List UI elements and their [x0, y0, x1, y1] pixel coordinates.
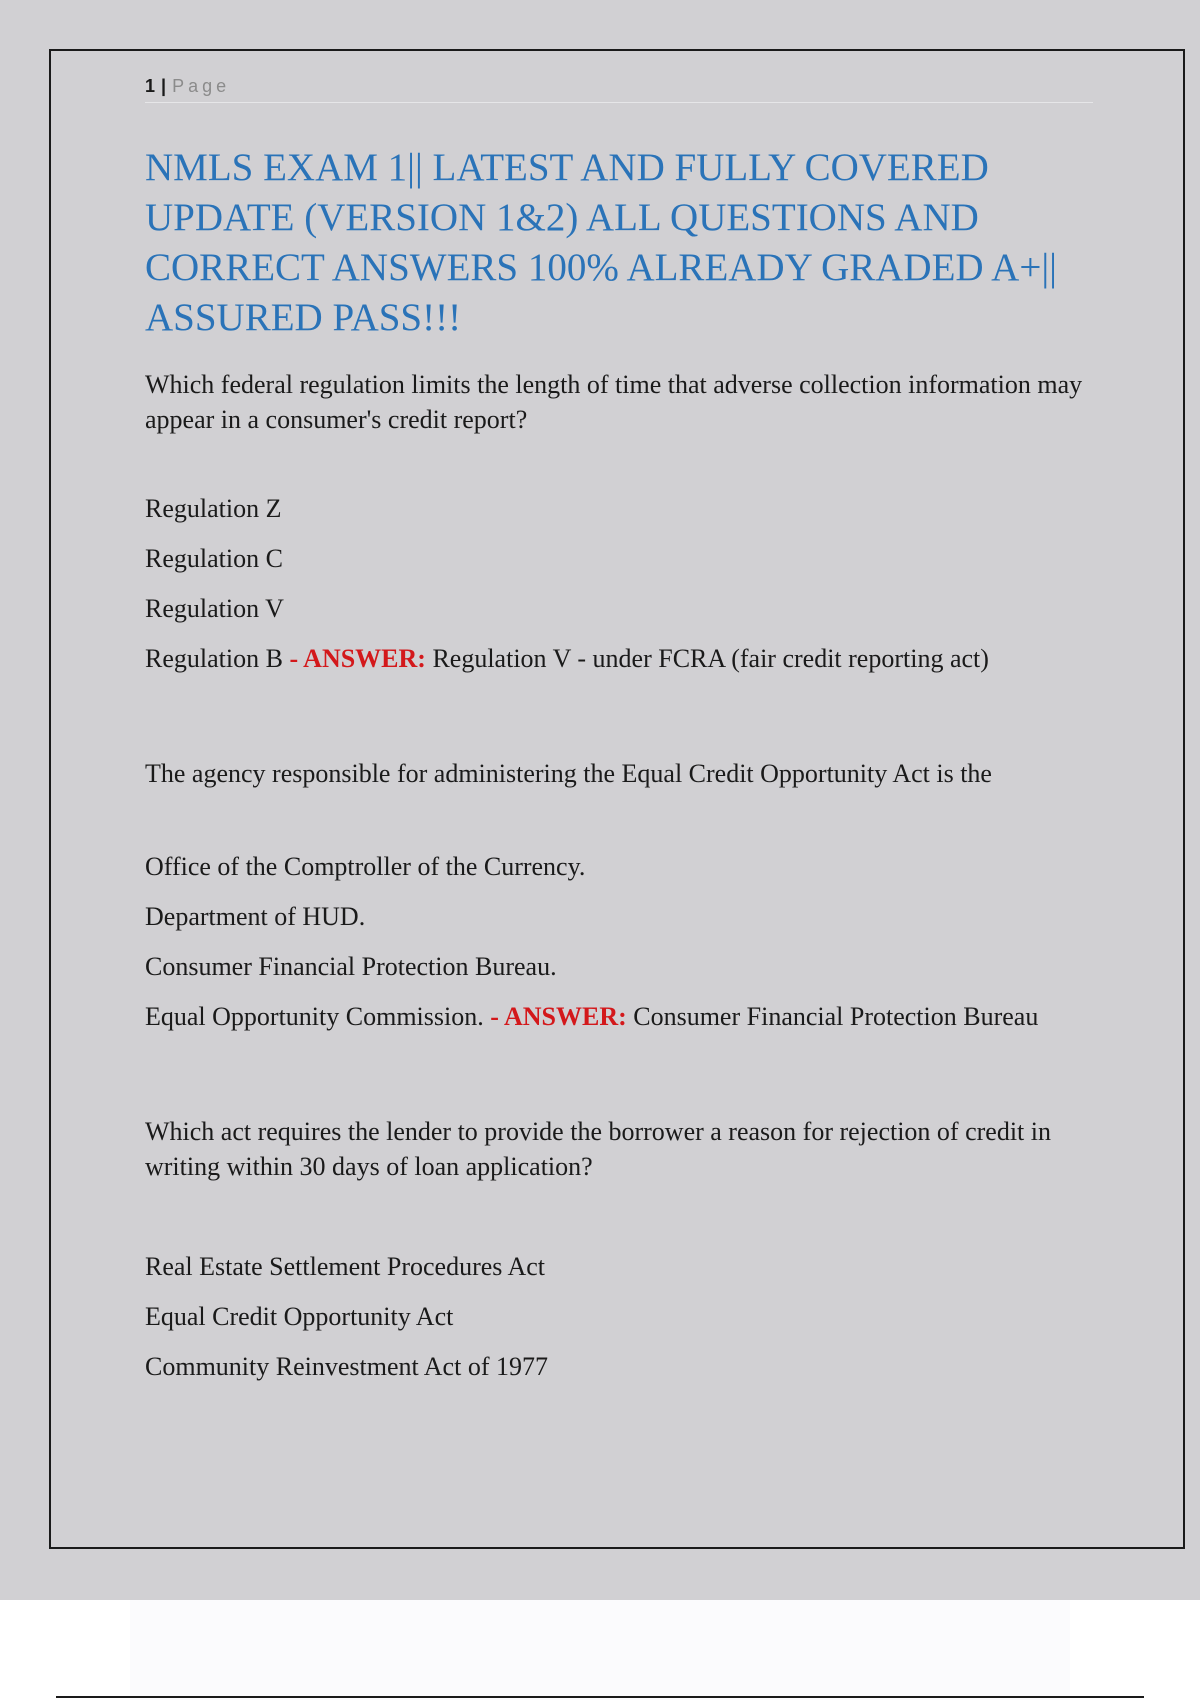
next-page-band [130, 1600, 1070, 1700]
page-number: 1 [145, 76, 156, 96]
document-title: NMLS EXAM 1|| LATEST AND FULLY COVERED UPDATE (VERSION 1&2) ALL QUESTIONS AND CORRECT ANSWERS 100% ALREADY GRADED A+|| ASSURED PASS!!! [145, 146, 1057, 339]
question-2-option-4: Equal Opportunity Commission. [145, 1002, 484, 1031]
page-separator: | [161, 76, 167, 96]
question-1-answer: Regulation V - under FCRA (fair credit reporting act) [425, 644, 989, 673]
question-2-option-4-with-answer [145, 999, 1095, 1034]
document-body [145, 143, 1095, 1399]
question-2-option-1: Office of the Comptroller of the Currency. [145, 852, 586, 881]
question-2-option-2: Department of HUD. [145, 902, 366, 931]
question-1-option-1: Regulation Z [145, 494, 282, 523]
question-2-option-3: Consumer Financial Protection Bureau. [145, 952, 557, 981]
next-page-border [56, 1696, 1144, 1698]
question-1: Which federal regulation limits the length of time that adverse collection information may appear in a consumer's credit report? [145, 370, 1083, 434]
question-1-option-4-with-answer [145, 641, 1095, 676]
question-1-option-3: Regulation V [145, 594, 284, 623]
question-1-option-4: Regulation B [145, 644, 283, 673]
question-3: Which act requires the lender to provide the borrower a reason for rejection of credit in writing within 30 days of loan application? [145, 1117, 1052, 1181]
answer-label: - ANSWER: [282, 644, 426, 673]
page-label: Page [172, 76, 231, 96]
answer-label: - ANSWER: [483, 1002, 627, 1031]
question-2: The agency responsible for administering the Equal Credit Opportunity Act is the [145, 759, 992, 788]
question-2-answer: Consumer Financial Protection Bureau [626, 1002, 1039, 1031]
question-3-option-3: Community Reinvestment Act of 1977 [145, 1352, 548, 1381]
page-header [145, 74, 1093, 103]
question-3-option-2: Equal Credit Opportunity Act [145, 1302, 454, 1331]
question-1-option-2: Regulation C [145, 544, 283, 573]
question-3-option-1: Real Estate Settlement Procedures Act [145, 1252, 545, 1281]
